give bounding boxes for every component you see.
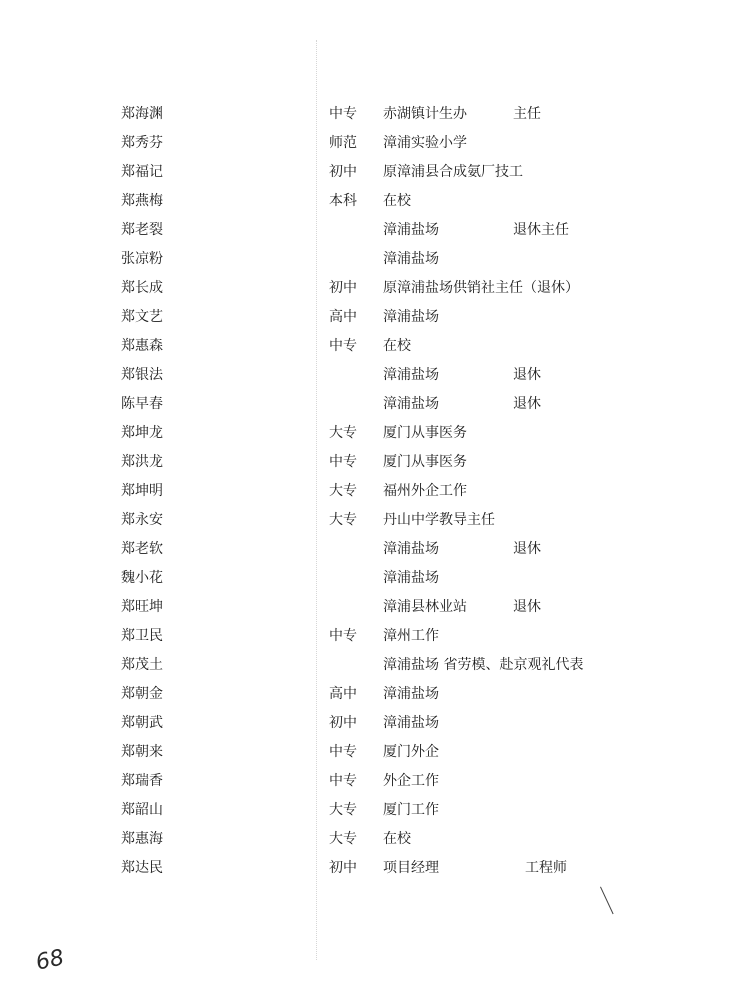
roster-row (0, 825, 730, 854)
education-level: 中专 (329, 338, 357, 354)
person-name: 郑惠森 (121, 338, 163, 354)
education-level: 大专 (329, 831, 357, 847)
education-level: 中专 (329, 454, 357, 470)
roster-row (0, 187, 730, 216)
workplace: 赤湖镇计生办 (383, 106, 467, 122)
workplace: 在校 (383, 338, 411, 354)
education-level: 高中 (329, 309, 357, 325)
workplace: 漳浦盐场 (383, 570, 439, 586)
education-level: 初中 (329, 280, 357, 296)
workplace: 漳浦盐场 (383, 715, 439, 731)
roster-row (0, 390, 730, 419)
person-name: 郑福记 (121, 164, 163, 180)
person-name: 魏小花 (121, 570, 163, 586)
education-level: 初中 (329, 715, 357, 731)
education-level: 大专 (329, 483, 357, 499)
roster-row (0, 216, 730, 245)
education-level: 大专 (329, 802, 357, 818)
workplace: 漳浦盐场 (383, 251, 439, 267)
person-name: 郑海渊 (121, 106, 163, 122)
position-title: 退休 (513, 541, 541, 557)
person-name: 郑惠海 (121, 831, 163, 847)
education-level: 大专 (329, 512, 357, 528)
person-name: 郑坤龙 (121, 425, 163, 441)
workplace: 漳浦盐场 (383, 396, 439, 412)
person-name: 郑瑞香 (121, 773, 163, 789)
workplace: 原漳浦县合成氨厂技工 (383, 164, 523, 180)
roster-row (0, 419, 730, 448)
workplace: 漳浦县林业站 (383, 599, 467, 615)
person-name: 郑老软 (121, 541, 163, 557)
roster-row (0, 535, 730, 564)
roster-row (0, 767, 730, 796)
workplace: 原漳浦盐场供销社主任（退休） (383, 280, 579, 296)
roster-row (0, 245, 730, 274)
person-name: 郑达民 (121, 860, 163, 876)
roster-row (0, 738, 730, 767)
page-number: 68 (33, 945, 67, 976)
workplace: 漳浦盐场 (383, 222, 439, 238)
education-level: 中专 (329, 744, 357, 760)
roster-row (0, 361, 730, 390)
workplace: 漳浦实验小学 (383, 135, 467, 151)
education-level: 高中 (329, 686, 357, 702)
workplace: 在校 (383, 831, 411, 847)
workplace: 厦门外企 (383, 744, 439, 760)
workplace: 漳州工作 (383, 628, 439, 644)
person-name: 郑朝来 (121, 744, 163, 760)
workplace: 厦门工作 (383, 802, 439, 818)
position-title: 退休 (513, 367, 541, 383)
roster-row (0, 593, 730, 622)
position-title: 主任 (513, 106, 541, 122)
roster-row (0, 709, 730, 738)
person-name: 张凉粉 (121, 251, 163, 267)
position-title: 退休主任 (513, 222, 569, 238)
roster-row (0, 477, 730, 506)
person-name: 郑长成 (121, 280, 163, 296)
person-name: 陈早春 (121, 396, 163, 412)
roster-list (0, 100, 730, 883)
workplace: 外企工作 (383, 773, 439, 789)
person-name: 郑朝金 (121, 686, 163, 702)
position-title: 退休 (513, 396, 541, 412)
roster-row (0, 622, 730, 651)
education-level: 初中 (329, 860, 357, 876)
person-name: 郑秀芬 (121, 135, 163, 151)
person-name: 郑韶山 (121, 802, 163, 818)
position-title: 工程师 (525, 860, 567, 876)
roster-row (0, 448, 730, 477)
workplace: 漳浦盐场 (383, 686, 439, 702)
workplace: 丹山中学教导主任 (383, 512, 495, 528)
education-level: 中专 (329, 106, 357, 122)
roster-row (0, 100, 730, 129)
roster-row (0, 158, 730, 187)
roster-row (0, 564, 730, 593)
education-level: 师范 (329, 135, 357, 151)
person-name: 郑洪龙 (121, 454, 163, 470)
workplace: 福州外企工作 (383, 483, 467, 499)
person-name: 郑茂土 (121, 657, 163, 673)
roster-row (0, 129, 730, 158)
workplace: 项目经理 (383, 860, 439, 876)
workplace: 漳浦盐场 (383, 309, 439, 325)
education-level: 初中 (329, 164, 357, 180)
person-name: 郑坤明 (121, 483, 163, 499)
roster-row (0, 274, 730, 303)
education-level: 大专 (329, 425, 357, 441)
roster-row (0, 854, 730, 883)
workplace: 漳浦盐场 (383, 367, 439, 383)
person-name: 郑永安 (121, 512, 163, 528)
position-title: 退休 (513, 599, 541, 615)
pen-mark (600, 887, 614, 915)
person-name: 郑老裂 (121, 222, 163, 238)
roster-row (0, 680, 730, 709)
roster-row (0, 651, 730, 680)
person-name: 郑卫民 (121, 628, 163, 644)
person-name: 郑朝武 (121, 715, 163, 731)
workplace: 在校 (383, 193, 411, 209)
workplace: 漳浦盐场 省劳模、赴京观礼代表 (383, 657, 584, 673)
roster-row (0, 506, 730, 535)
education-level: 中专 (329, 773, 357, 789)
roster-row (0, 796, 730, 825)
workplace: 厦门从事医务 (383, 454, 467, 470)
roster-row (0, 332, 730, 361)
person-name: 郑银法 (121, 367, 163, 383)
education-level: 中专 (329, 628, 357, 644)
person-name: 郑文艺 (121, 309, 163, 325)
roster-row (0, 303, 730, 332)
person-name: 郑燕梅 (121, 193, 163, 209)
person-name: 郑旺坤 (121, 599, 163, 615)
workplace: 厦门从事医务 (383, 425, 467, 441)
education-level: 本科 (329, 193, 357, 209)
workplace: 漳浦盐场 (383, 541, 439, 557)
